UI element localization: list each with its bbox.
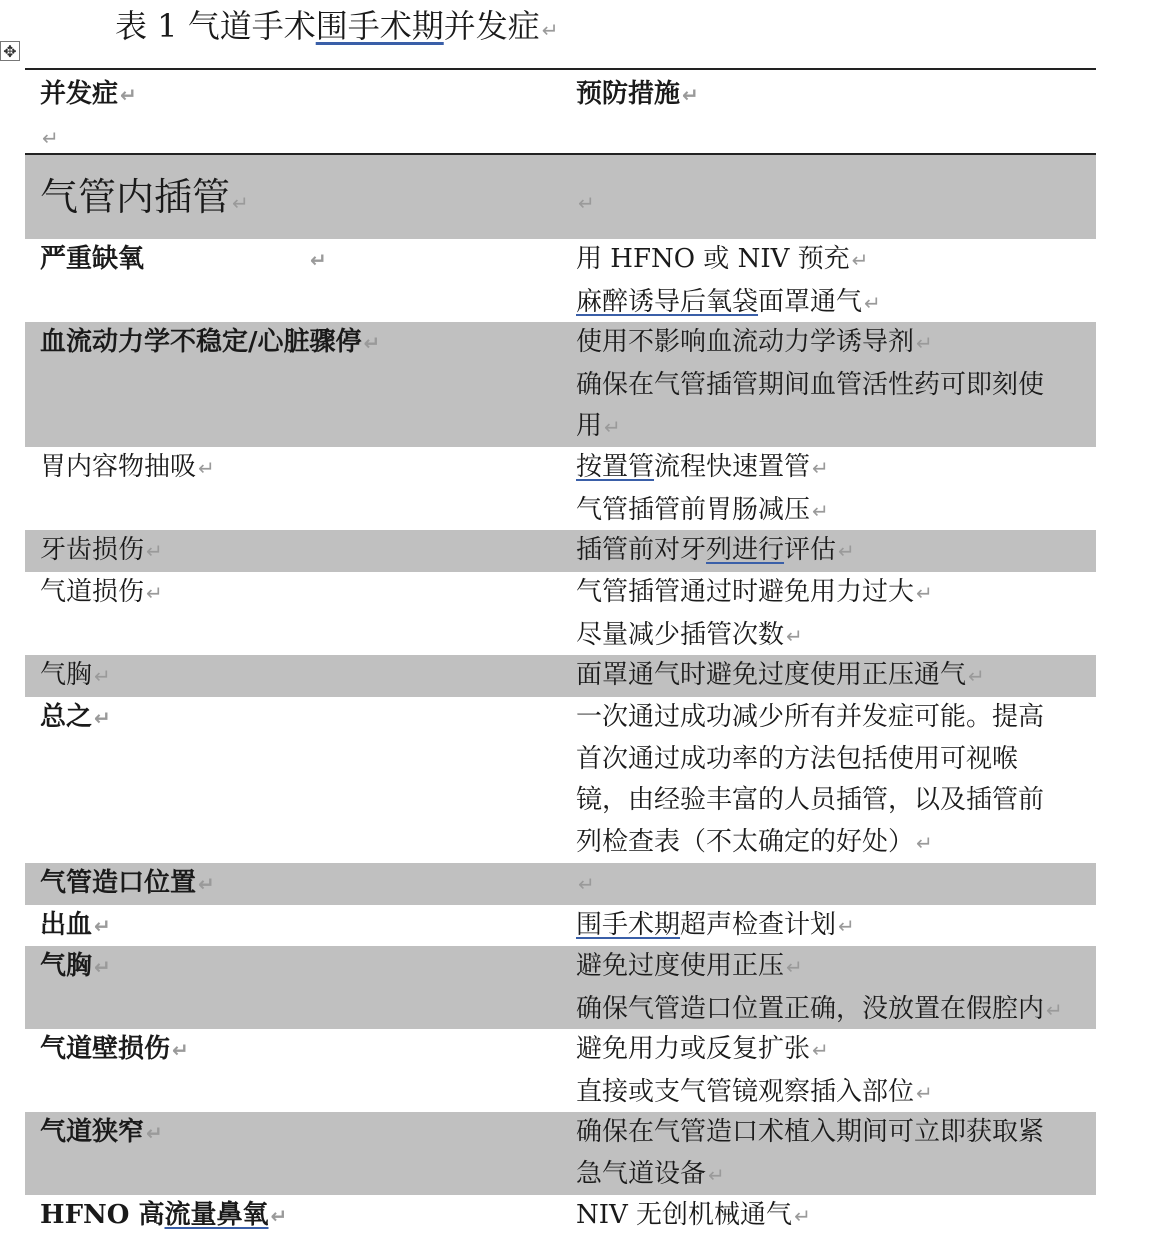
table-row: 气道壁损伤 ↵ 避免用力或反复扩张 ↵ 直接或支气管镜观察插入部位 ↵ <box>40 1034 933 1107</box>
table-row: HFNO 高流量鼻氧 ↵ NIV 无创机械通气 ↵ <box>40 1200 811 1230</box>
table-row: 血流动力学不稳定/心脏骤停 ↵ 使用不影响血流动力学诱导剂 ↵ 确保在气管插管期间血管活性药可即刻使 用 ↵ <box>25 322 1096 447</box>
table-row: 气道损伤 ↵ 气管插管通过时避免用力过大 ↵ 尽量减少插管次数 ↵ <box>40 577 933 650</box>
section-title: 气管内插管 ↵ <box>40 175 249 219</box>
table-header-row: 并发症 ↵ ↵ 预防措施 ↵ <box>25 68 1096 155</box>
table-row: 气胸 ↵ 避免过度使用正压 ↵ 确保气管造口位置正确，没放置在假腔内 ↵ <box>25 946 1096 1029</box>
table-row: 气胸 ↵ 面罩通气时避免过度使用正压通气 ↵ <box>25 655 1096 697</box>
table-caption: 表 1 气道手术围手术期并发症 ↵ <box>115 7 559 45</box>
table-row: 出血 ↵ 围手术期超声检查计划 ↵ <box>40 910 855 940</box>
table-row: 严重缺氧 ↵ 用 HFNO 或 NIV 预充 ↵ 麻醉诱导后氧袋面罩通气 ↵ <box>40 244 881 317</box>
table-row: 总之 ↵ 一次通过成功减少所有并发症可能。提高 首次通过成功率的方法包括使用可视喉 镜，由经验丰富的人员插管，以及插管前 列检查表（不太确定的好处） ↵ <box>40 702 1045 857</box>
complications-table <box>25 68 1096 1240</box>
section-intubation: 气管内插管 ↵ ↵ <box>25 155 1096 239</box>
table-move-handle-icon[interactable]: ✥ <box>0 41 20 61</box>
header-complication: 并发症 ↵ <box>40 79 137 109</box>
table-row: 胃内容物抽吸 ↵ 按置管流程快速置管 ↵ 气管插管前胃肠减压 ↵ <box>40 452 829 525</box>
section-tracheostomy: 气管造口位置 ↵ ↵ <box>25 863 1096 905</box>
table-row: 气道狭窄 ↵ 确保在气管造口术植入期间可立即获取紧 急气道设备 ↵ <box>25 1112 1096 1195</box>
header-prevention: 预防措施 ↵ <box>576 79 699 109</box>
table-row: 牙齿损伤 ↵ 插管前对牙列进行评估 ↵ <box>25 530 1096 572</box>
